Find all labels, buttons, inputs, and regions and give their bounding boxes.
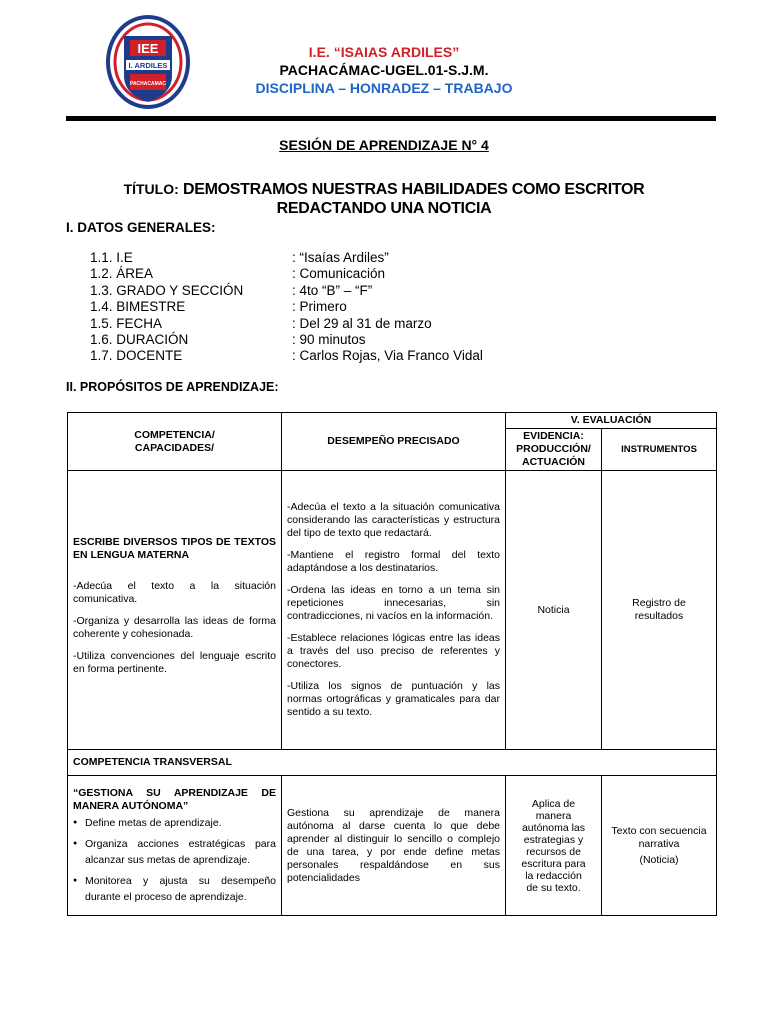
competencia-cell <box>68 471 282 750</box>
datos-value: : Comunicación <box>292 266 386 282</box>
logo-place: PACHACAMAC <box>129 81 167 87</box>
desempeno-item: -Mantiene el registro formal del texto adaptándose a los destinatarios. <box>287 549 500 574</box>
desempeno-item: -Adecúa el texto a la situación comunicativa considerando las características y estructura del tipo de texto que redactará. <box>287 501 500 539</box>
header-evidencia: EVIDENCIA: PRODUCCIÓN/ ACTUACIÓN <box>506 429 602 471</box>
logo-name: I. ARDILES <box>128 61 168 70</box>
datos-key: 1.2. ÁREA <box>90 266 154 282</box>
transversal-bullet: ● Monitorea y ajusta su desempeño durante el proceso de aprendizaje. <box>73 873 276 905</box>
datos-row <box>90 266 483 282</box>
datos-key: 1.4. BIMESTRE <box>90 299 186 315</box>
instrumento-cell: Registro de resultados <box>602 471 717 750</box>
school-location: PACHACÁMAC-UGEL.01-S.J.M. <box>279 62 489 78</box>
datos-key: 1.7. DOCENTE <box>90 348 183 364</box>
transversal-instrumento-cell <box>602 776 717 916</box>
transversal-bullet: ● Define metas de aprendizaje. <box>73 815 276 831</box>
datos-value: : 4to “B” – “F” <box>292 282 373 298</box>
transversal-title: “GESTIONA SU APRENDIZAJE DE MANERA AUTÓNOMA” <box>73 786 276 812</box>
transversal-bullet: ● Organiza acciones estratégicas para alcanzar sus metas de aprendizaje. <box>73 836 276 868</box>
datos-row <box>90 332 483 348</box>
desempeno-item: -Utiliza los signos de puntuación y las normas ortográficas y gramaticales para dar sentido a su texto. <box>287 680 500 718</box>
datos-value: : Carlos Rojas, Via Franco Vidal <box>292 348 483 364</box>
school-name: I.E. “ISAIAS ARDILES” <box>308 44 460 60</box>
transversal-evidencia-cell: Aplica de manera autónoma las estrategias y recursos de escritura para la redacción de su texto. <box>506 776 602 916</box>
datos-key: 1.1. I.E <box>90 250 133 265</box>
evidencia-cell: Noticia <box>506 471 602 750</box>
datos-value: : Primero <box>292 299 347 315</box>
school-logo <box>100 14 196 110</box>
datos-row <box>90 250 483 266</box>
instrumento-text-2: (Noticia) <box>639 853 679 866</box>
transversal-desempeno-cell: Gestiona su aprendizaje de manera autónoma al darse cuenta lo que debe aprender al distinguir lo sencillo o complejo de una tarea, y por ende define metas personales respaldándose en sus potencialidades <box>282 776 506 916</box>
competencia-title: ESCRIBE DIVERSOS TIPOS DE TEXTOS EN LENGUA MATERNA <box>73 535 276 561</box>
session-title: SESIÓN DE APRENDIZAJE N° 4 <box>279 137 489 153</box>
header-instrumentos: INSTRUMENTOS <box>602 429 717 471</box>
transversal-competencia-cell <box>68 776 282 916</box>
capacidad-item: -Adecúa el texto a la situación comunicativa. <box>73 579 276 605</box>
header-desempeno: DESEMPEÑO PRECISADO <box>282 413 506 471</box>
header-evaluacion: V. EVALUACIÓN <box>506 413 717 429</box>
school-motto: DISCIPLINA – HONRADEZ – TRABAJO <box>255 80 513 96</box>
title-label: TÍTULO: <box>123 181 179 197</box>
capacidad-item: -Organiza y desarrolla las ideas de forma coherente y cohesionada. <box>73 614 276 640</box>
transversal-heading: COMPETENCIA TRANSVERSAL <box>68 750 717 776</box>
lesson-title <box>120 180 648 218</box>
datos-value: : 90 minutos <box>292 331 366 347</box>
learning-purposes-table <box>67 412 717 916</box>
section-heading-datos: I. DATOS GENERALES: <box>66 220 216 235</box>
datos-value: : Del 29 al 31 de marzo <box>292 315 432 331</box>
datos-key: 1.6. DURACIÓN <box>90 331 189 347</box>
datos-row <box>90 299 483 315</box>
desempeno-item: -Establece relaciones lógicas entre las ideas a través del uso preciso de referentes y conectores. <box>287 632 500 670</box>
section-heading-propositos: II. PROPÓSITOS DE APRENDIZAJE: <box>66 380 279 394</box>
datos-row <box>90 316 483 332</box>
datos-value: : “Isaías Ardiles” <box>292 250 389 265</box>
datos-generales-list <box>90 250 483 365</box>
desempeno-item: -Ordena las ideas en torno a un tema sin repeticiones innecesarias, sin contradicciones, ni vacíos en la información. <box>287 584 500 622</box>
header-divider <box>66 116 716 121</box>
title-line-2: REDACTANDO UNA NOTICIA <box>276 200 492 217</box>
desempeno-cell <box>282 471 506 750</box>
datos-row <box>90 348 483 364</box>
instrumento-text: Texto con secuencia narrativa <box>611 824 707 850</box>
header-competencia: COMPETENCIA/ CAPACIDADES/ <box>68 413 282 471</box>
logo-initials: IEE <box>137 41 159 56</box>
capacidad-item: -Utiliza convenciones del lenguaje escrito en forma pertinente. <box>73 649 276 675</box>
datos-key: 1.5. FECHA <box>90 315 163 331</box>
title-line-1: DEMOSTRAMOS NUESTRAS HABILIDADES COMO ESCRITOR <box>182 181 645 198</box>
datos-row <box>90 283 483 299</box>
datos-key: 1.3. GRADO Y SECCIÓN <box>90 282 244 298</box>
